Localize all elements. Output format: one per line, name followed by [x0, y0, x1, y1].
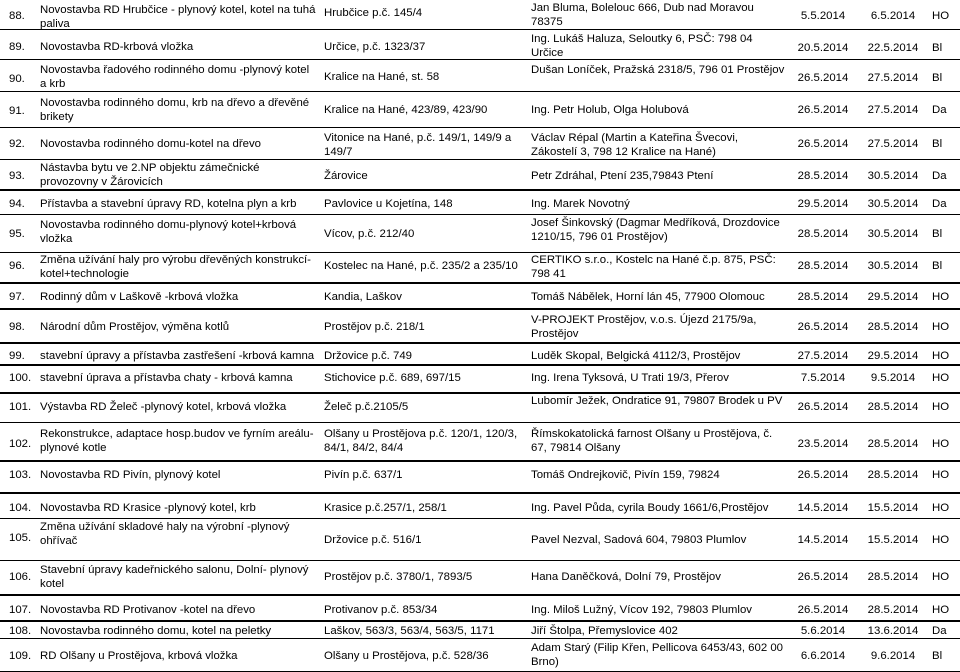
status-code: HO — [932, 10, 950, 22]
date-received: 20.5.2014 — [797, 42, 849, 54]
table-row — [0, 461, 960, 493]
location: Prostějov p.č. 3780/1, 7893/5 — [324, 571, 473, 583]
row-number: 93. — [9, 170, 25, 182]
row-number: 105. — [9, 532, 32, 544]
investor: Římskokatolická farnost Olšany u Prostějova, č. 67, 79814 Olšany — [531, 428, 773, 454]
location: Želeč p.č.2105/5 — [324, 401, 409, 413]
location: Protivanov p.č. 853/34 — [324, 604, 438, 616]
status-code: Bl — [932, 138, 943, 150]
table-row — [0, 0, 960, 30]
row-number: 90. — [9, 73, 25, 85]
status-code: HO — [932, 372, 950, 384]
status-code: HO — [932, 571, 950, 583]
location: Držovice p.č. 749 — [324, 350, 412, 362]
date-issued: 6.5.2014 — [870, 10, 916, 22]
date-issued: 29.5.2014 — [867, 350, 919, 362]
investor: Ing. Pavel Půda, cyrila Boudy 1661/6,Prostějov — [531, 502, 769, 514]
project-description: Novostavba rodinného domu, krb na dřevo a dřevěné brikety — [40, 97, 310, 123]
status-code: HO — [932, 321, 950, 333]
investor: V-PROJEKT Prostějov, v.o.s. Újezd 2175/9a, Prostějov — [531, 314, 757, 340]
investor: Jiří Štolpa, Přemyslovice 402 — [531, 625, 678, 637]
date-received: 6.6.2014 — [800, 650, 846, 662]
row-number: 88. — [9, 10, 25, 22]
status-code: HO — [932, 502, 950, 514]
status-code: Bl — [932, 260, 943, 272]
date-issued: 22.5.2014 — [867, 42, 919, 54]
status-code: HO — [932, 401, 950, 413]
location: Laškov, 563/3, 563/4, 563/5, 1171 — [324, 625, 495, 637]
project-description: Změna užívání haly pro výrobu dřevěných konstrukcí-kotel+technologie — [40, 254, 311, 280]
date-received: 26.5.2014 — [797, 321, 849, 333]
date-issued: 27.5.2014 — [867, 104, 919, 116]
project-description: Národní dům Prostějov, výměna kotlů — [40, 321, 230, 333]
date-received: 5.5.2014 — [800, 10, 846, 22]
project-description: Výstavba RD Želeč -plynový kotel, krbová vložka — [40, 401, 287, 413]
location: Vitonice na Hané, p.č. 149/1, 149/9 a 149/7 — [324, 132, 512, 158]
row-number: 95. — [9, 228, 25, 240]
row-number: 107. — [9, 604, 32, 616]
location: Stichovice p.č. 689, 697/15 — [324, 372, 461, 384]
table-row — [0, 519, 960, 561]
location: Držovice p.č. 516/1 — [324, 534, 422, 546]
status-code: Bl — [932, 42, 943, 54]
investor: CERTIKO s.r.o., Kostelc na Hané č.p. 875, PSČ: 798 41 — [531, 254, 776, 280]
date-received: 26.5.2014 — [797, 604, 849, 616]
investor: Dušan Loníček, Pražská 2318/5, 796 01 Prostějov — [531, 64, 785, 76]
project-description: stavební úprava a přístavba chaty - krbová kamna — [40, 372, 293, 384]
location: Hrubčice p.č. 145/4 — [324, 7, 423, 19]
date-issued: 28.5.2014 — [867, 604, 919, 616]
date-issued: 29.5.2014 — [867, 291, 919, 303]
investor: Josef Šinkovský (Dagmar Medříková, Drozdovice 1210/15, 796 01 Prostějov) — [531, 217, 780, 243]
project-description: Novostavba RD Protivanov -kotel na dřevo — [40, 604, 256, 616]
date-received: 5.6.2014 — [800, 625, 846, 637]
project-description: Novostavba RD Hrubčice - plynový kotel, kotel na tuhá paliva — [40, 4, 316, 30]
status-code: Bl — [932, 72, 943, 84]
date-issued: 30.5.2014 — [867, 228, 919, 240]
date-received: 29.5.2014 — [797, 198, 849, 210]
date-issued: 28.5.2014 — [867, 321, 919, 333]
date-issued: 27.5.2014 — [867, 72, 919, 84]
table-row — [0, 60, 960, 92]
status-code: HO — [932, 291, 950, 303]
location: Pivín p.č. 637/1 — [324, 469, 403, 481]
table-row — [0, 393, 960, 423]
project-description: Novostavba RD Pivín, plynový kotel — [40, 469, 221, 481]
project-description: Změna užívání skladové haly na výrobní -plynový ohřívač — [40, 521, 290, 547]
table-row — [0, 561, 960, 595]
table-row — [0, 160, 960, 190]
date-received: 28.5.2014 — [797, 291, 849, 303]
investor: Lubomír Ježek, Ondratice 91, 79807 Brodek u PV — [531, 395, 783, 407]
investor: Hana Daněčková, Dolní 79, Prostějov — [531, 571, 721, 583]
date-issued: 27.5.2014 — [867, 138, 919, 150]
date-issued: 28.5.2014 — [867, 401, 919, 413]
date-received: 14.5.2014 — [797, 502, 849, 514]
date-issued: 9.6.2014 — [870, 650, 916, 662]
status-code: HO — [932, 604, 950, 616]
status-code: Da — [932, 625, 947, 637]
table-row — [0, 639, 960, 672]
date-issued: 13.6.2014 — [867, 625, 919, 637]
project-description: Novostavba řadového rodinného domu -plynový kotel a krb — [40, 64, 310, 90]
table-row — [0, 365, 960, 393]
investor: Petr Zdráhal, Ptení 235,79843 Ptení — [531, 170, 714, 182]
date-received: 28.5.2014 — [797, 228, 849, 240]
table-row — [0, 621, 960, 639]
location: Vícov, p.č. 212/40 — [324, 228, 415, 240]
location: Kostelec na Hané, p.č. 235/2 a 235/10 — [324, 260, 518, 272]
location: Žárovice — [324, 170, 368, 182]
table-row — [0, 423, 960, 461]
investor: Tomáš Nábělek, Horní lán 45, 77900 Olomouc — [531, 291, 765, 303]
date-issued: 28.5.2014 — [867, 469, 919, 481]
date-received: 7.5.2014 — [800, 372, 846, 384]
status-code: HO — [932, 438, 950, 450]
location: Kralice na Hané, 423/89, 423/90 — [324, 104, 488, 116]
row-number: 103. — [9, 469, 32, 481]
row-number: 92. — [9, 138, 25, 150]
row-number: 91. — [9, 105, 25, 117]
project-description: Novostavba RD-krbová vložka — [40, 41, 194, 53]
date-issued: 30.5.2014 — [867, 170, 919, 182]
location: Olšany u Prostějova, p.č. 528/36 — [324, 650, 489, 662]
project-description: Stavební úpravy kadeřnického salonu, Dolní- plynový kotel — [40, 564, 309, 590]
status-code: HO — [932, 469, 950, 481]
date-received: 26.5.2014 — [797, 138, 849, 150]
row-number: 109. — [9, 650, 32, 662]
location: Krasice p.č.257/1, 258/1 — [324, 502, 447, 514]
date-received: 26.5.2014 — [797, 72, 849, 84]
date-received: 23.5.2014 — [797, 438, 849, 450]
project-description: Rodinný dům v Laškově -krbová vložka — [40, 291, 239, 303]
row-number: 100. — [9, 372, 32, 384]
project-description: Novostavba RD Krasice -plynový kotel, krb — [40, 502, 256, 514]
table-row — [0, 253, 960, 283]
status-code: Bl — [932, 650, 943, 662]
table-row — [0, 283, 960, 309]
row-number: 102. — [9, 438, 32, 450]
date-received: 26.5.2014 — [797, 571, 849, 583]
row-number: 108. — [9, 625, 32, 637]
date-received: 28.5.2014 — [797, 170, 849, 182]
project-description: Přístavba a stavební úpravy RD, kotelna plyn a krb — [40, 198, 297, 210]
investor: Václav Répal (Martin a Kateřina Švecovi, Zákostelí 3, 798 12 Kralice na Hané) — [531, 132, 739, 158]
row-number: 101. — [9, 401, 32, 413]
investor: Ing. Irena Tyksová, U Trati 19/3, Přerov — [531, 372, 729, 384]
investor: Ing. Marek Novotný — [531, 198, 630, 210]
location: Kandia, Laškov — [324, 291, 402, 303]
row-number: 97. — [9, 291, 25, 303]
investor: Adam Starý (Filip Křen, Pellicova 6453/43, 602 00 Brno) — [531, 642, 783, 668]
status-code: Da — [932, 104, 947, 116]
location: Určice, p.č. 1323/37 — [324, 41, 426, 53]
project-description: Novostavba rodinného domu-plynový kotel+krbová vložka — [40, 219, 297, 245]
project-description: Novostavba rodinného domu-kotel na dřevo — [40, 138, 261, 150]
status-code: HO — [932, 534, 950, 546]
project-description: Nástavba bytu ve 2.NP objektu zámečnické provozovny v Žárovicích — [40, 162, 260, 188]
row-number: 106. — [9, 571, 32, 583]
row-number: 99. — [9, 350, 25, 362]
status-code: Bl — [932, 228, 943, 240]
date-issued: 30.5.2014 — [867, 260, 919, 272]
row-number: 89. — [9, 41, 25, 53]
table-row — [0, 215, 960, 253]
status-code: Da — [932, 198, 947, 210]
date-issued: 15.5.2014 — [867, 534, 919, 546]
investor: Jan Bluma, Bolelouc 666, Dub nad Moravou 78375 — [531, 2, 754, 28]
date-received: 26.5.2014 — [797, 104, 849, 116]
investor: Tomáš Ondrejkovič, Pivín 159, 79824 — [531, 469, 720, 481]
investor: Ing. Petr Holub, Olga Holubová — [531, 104, 689, 116]
row-number: 104. — [9, 502, 32, 514]
table-row — [0, 309, 960, 343]
row-number: 94. — [9, 198, 25, 210]
table-row — [0, 92, 960, 128]
table-row — [0, 30, 960, 60]
project-description: stavební úpravy a přístavba zastřešení -krbová kamna — [40, 350, 315, 362]
date-received: 26.5.2014 — [797, 401, 849, 413]
location: Olšany u Prostějova p.č. 120/1, 120/3, 84/1, 84/2, 84/4 — [324, 428, 518, 454]
status-code: Da — [932, 170, 947, 182]
table-row — [0, 493, 960, 519]
date-issued: 9.5.2014 — [870, 372, 916, 384]
status-code: HO — [932, 350, 950, 362]
project-description: Novostavba rodinného domu, kotel na peletky — [40, 625, 272, 637]
date-received: 14.5.2014 — [797, 534, 849, 546]
investor: Ing. Lukáš Haluza, Seloutky 6, PSČ: 798 04 Určice — [531, 33, 753, 59]
table-row — [0, 128, 960, 160]
table-row — [0, 190, 960, 215]
investor: Luděk Skopal, Belgická 4112/3, Prostějov — [531, 350, 741, 362]
project-description: Rekonstrukce, adaptace hosp.budov ve fyrním areálu-plynové kotle — [40, 428, 314, 454]
location: Prostějov p.č. 218/1 — [324, 321, 425, 333]
date-issued: 28.5.2014 — [867, 571, 919, 583]
location: Pavlovice u Kojetína, 148 — [324, 198, 453, 210]
investor: Ing. Miloš Lužný, Vícov 192, 79803 Plumlov — [531, 604, 752, 616]
table-row — [0, 595, 960, 621]
date-issued: 28.5.2014 — [867, 438, 919, 450]
date-received: 27.5.2014 — [797, 350, 849, 362]
date-received: 28.5.2014 — [797, 260, 849, 272]
table-row — [0, 343, 960, 365]
location: Kralice na Hané, st. 58 — [324, 71, 440, 83]
date-issued: 15.5.2014 — [867, 502, 919, 514]
row-number: 96. — [9, 260, 25, 272]
date-received: 26.5.2014 — [797, 469, 849, 481]
date-issued: 30.5.2014 — [867, 198, 919, 210]
row-number: 98. — [9, 321, 25, 333]
project-description: RD Olšany u Prostějova, krbová vložka — [40, 650, 238, 662]
investor: Pavel Nezval, Sadová 604, 79803 Plumlov — [531, 534, 747, 546]
